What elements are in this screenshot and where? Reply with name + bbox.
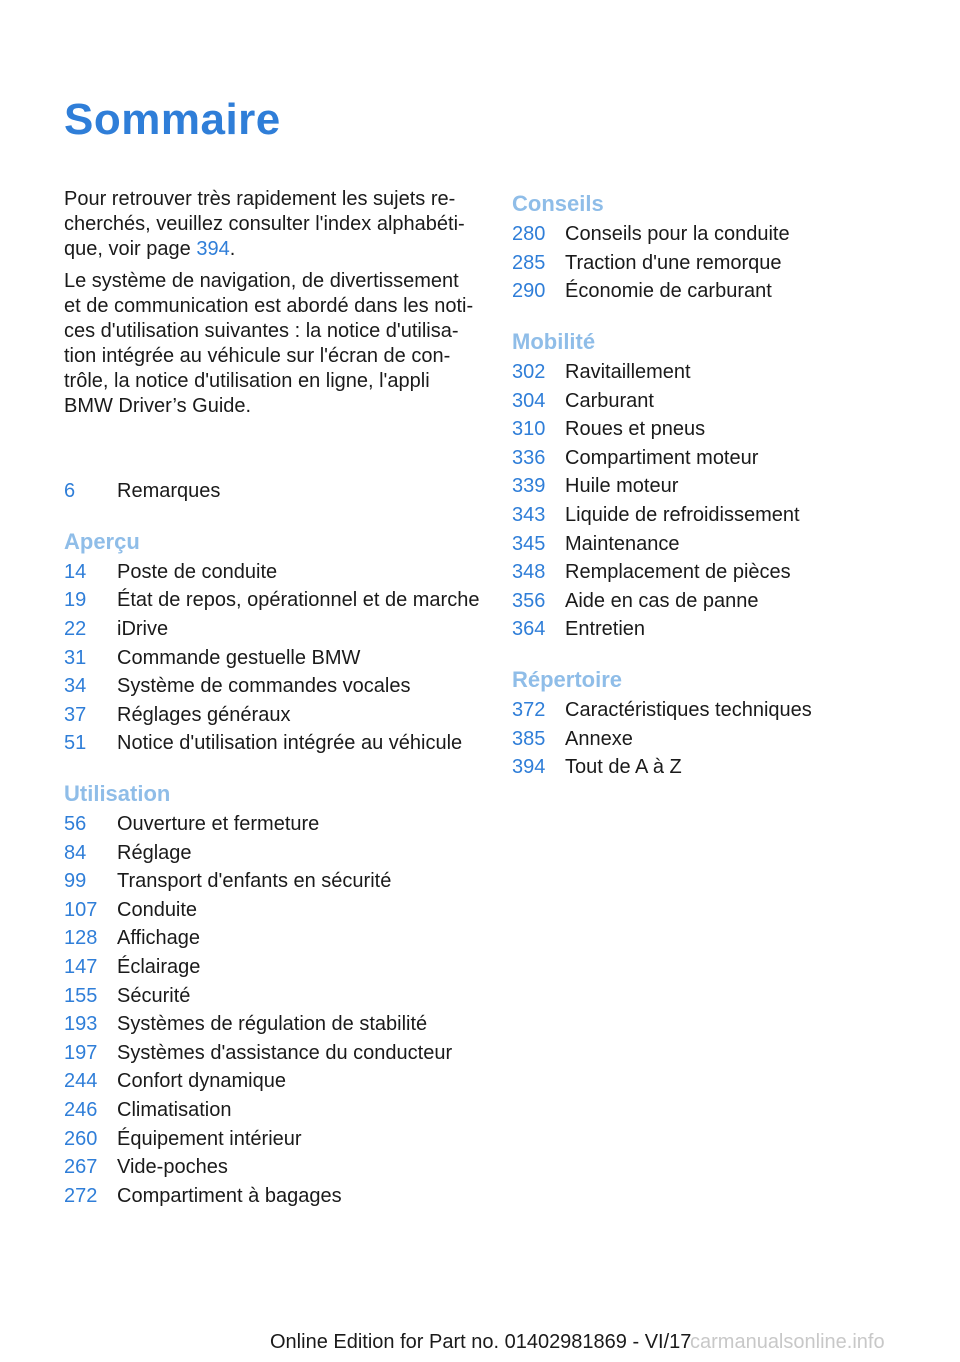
toc-entry[interactable] <box>512 587 842 616</box>
toc-page-number[interactable]: 193 <box>64 1013 98 1036</box>
intro-text-before-link: Pour retrouver très rapidement les sujets re‐ cherchés, veuillez consulter l'index alphabéti‐ que, voir page <box>64 188 465 260</box>
intro-paragraph-2: Le système de navigation, de divertissement et de communication est abordé dans les noti‐ ces d'utilisation suivantes : la notice d'utilisa‐ tion intégrée au véhicule sur l'écran de con‐ trôle, la notice d'utilisation en ligne, l'appli BMW Driver’s Guide. <box>64 270 474 417</box>
toc-entry-label: Ouverture et fermeture <box>117 813 320 836</box>
toc-page-number[interactable]: 51 <box>64 732 87 755</box>
toc-entry[interactable] <box>64 1010 484 1039</box>
toc-entry[interactable] <box>512 696 842 725</box>
toc-entry-label: Remarques <box>117 480 221 503</box>
toc-page-number[interactable]: 244 <box>64 1070 98 1093</box>
toc-entry-label: Carburant <box>565 389 654 412</box>
toc-entry[interactable] <box>64 896 484 925</box>
toc-entry[interactable] <box>64 558 484 587</box>
toc-entry[interactable] <box>512 444 842 473</box>
toc-entry-label: Climatisation <box>117 1098 232 1121</box>
toc-page-number[interactable]: 310 <box>512 418 546 441</box>
toc-page-number[interactable]: 6 <box>64 480 76 503</box>
toc-page-number[interactable]: 285 <box>512 251 546 274</box>
toc-entry[interactable] <box>64 838 484 867</box>
toc-page-number[interactable]: 34 <box>64 675 87 698</box>
toc-entry[interactable] <box>64 1096 484 1125</box>
toc-entry-label: Conduite <box>117 898 198 921</box>
toc-entry-label: Entretien <box>565 618 646 641</box>
toc-entry-label: Poste de conduite <box>117 560 278 583</box>
toc-entry[interactable] <box>64 1067 484 1096</box>
toc-left-sections <box>64 528 484 1210</box>
toc-entry-label: Systèmes de régulation de stabilité <box>117 1013 428 1036</box>
toc-entry[interactable] <box>64 810 484 839</box>
toc-entry-label: iDrive <box>117 618 169 641</box>
toc-entry-label: Éclairage <box>117 956 201 979</box>
toc-entry[interactable] <box>64 981 484 1010</box>
toc-entry-label: Vide-poches <box>117 1156 228 1179</box>
toc-entry-label: Aide en cas de panne <box>565 589 759 612</box>
toc-page-number[interactable]: 385 <box>512 727 546 750</box>
toc-entry[interactable] <box>64 477 484 506</box>
toc-entry[interactable] <box>64 924 484 953</box>
toc-entry-label: Compartiment à bagages <box>117 1184 342 1207</box>
toc-page-number[interactable]: 197 <box>64 1041 98 1064</box>
toc-entry-label: Notice d'utilisation intégrée au véhicule <box>117 732 463 755</box>
toc-page-number[interactable]: 19 <box>64 589 87 612</box>
toc-page-number[interactable]: 272 <box>64 1184 98 1207</box>
intro-text-after-link: . <box>229 238 236 260</box>
toc-entry-label: Caractéristiques techniques <box>565 699 812 722</box>
toc-entry[interactable] <box>64 867 484 896</box>
toc-entry-label: Affichage <box>117 927 201 950</box>
toc-page-number[interactable]: 345 <box>512 532 546 555</box>
toc-entry[interactable] <box>512 220 842 249</box>
toc-entry[interactable] <box>64 1124 484 1153</box>
toc-entry-label: Réglages généraux <box>117 703 291 726</box>
toc-page-number[interactable]: 364 <box>512 618 546 641</box>
toc-page-number[interactable]: 348 <box>512 561 546 584</box>
toc-entry[interactable] <box>64 1153 484 1182</box>
toc-entry-label: Équipement intérieur <box>117 1127 302 1150</box>
toc-page-number[interactable]: 128 <box>64 927 98 950</box>
toc-entry[interactable] <box>64 953 484 982</box>
toc-entry-label: Traction d'une remorque <box>565 251 782 274</box>
toc-entry-label: Transport d'enfants en sécurité <box>117 870 392 893</box>
toc-entry[interactable] <box>512 753 842 782</box>
toc-entry[interactable] <box>512 724 842 753</box>
toc-entry[interactable] <box>64 1181 484 1210</box>
toc-left-column <box>64 477 484 1210</box>
index-page-link[interactable]: 394 <box>196 238 230 260</box>
section-title: Aperçu <box>64 528 140 554</box>
toc-entry[interactable] <box>512 358 842 387</box>
toc-entry-label: Systèmes d'assistance du conducteur <box>117 1041 453 1064</box>
toc-entry[interactable] <box>64 586 484 615</box>
toc-entry[interactable] <box>512 558 842 587</box>
toc-page-number[interactable]: 343 <box>512 504 546 527</box>
toc-page-number[interactable]: 394 <box>512 756 546 779</box>
toc-page-number[interactable]: 280 <box>512 223 546 246</box>
toc-entry[interactable] <box>64 1039 484 1068</box>
toc-page-number[interactable]: 356 <box>512 589 546 612</box>
edition-note: Online Edition for Part no. 01402981869 - VI/17 <box>270 1331 692 1353</box>
toc-entry-label: Conseils pour la conduite <box>565 223 790 246</box>
toc-entry-label: Réglage <box>117 841 192 864</box>
toc-entry-label: Tout de A à Z <box>565 756 682 779</box>
toc-entry-label: Liquide de refroidissement <box>565 504 800 527</box>
toc-page-number[interactable]: 99 <box>64 870 87 893</box>
section-title: Conseils <box>512 191 604 216</box>
toc-page-number[interactable]: 14 <box>64 560 87 583</box>
toc-page-number[interactable]: 37 <box>64 703 87 726</box>
toc-entry[interactable] <box>64 672 484 701</box>
toc-page-number[interactable]: 372 <box>512 699 546 722</box>
toc-entry-label: Huile moteur <box>565 475 679 498</box>
toc-entry[interactable] <box>512 615 842 644</box>
toc-entry[interactable] <box>512 386 842 415</box>
toc-page-number[interactable]: 260 <box>64 1127 98 1150</box>
toc-entry[interactable] <box>64 701 484 730</box>
toc-page-number[interactable]: 107 <box>64 898 98 921</box>
toc-page-number[interactable]: 22 <box>64 618 87 641</box>
toc-entry-label: État de repos, opérationnel et de marche <box>117 589 480 612</box>
toc-page-number[interactable]: 84 <box>64 841 87 864</box>
toc-entry[interactable] <box>512 501 842 530</box>
toc-right-sections <box>512 190 842 782</box>
toc-entry-label: Système de commandes vocales <box>117 675 411 698</box>
toc-entry-label: Sécurité <box>117 984 191 1007</box>
toc-page-number[interactable]: 246 <box>64 1098 98 1121</box>
toc-entry[interactable] <box>64 615 484 644</box>
toc-entry-label: Ravitaillement <box>565 361 691 384</box>
toc-entry-label: Économie de carburant <box>565 280 772 303</box>
toc-entry[interactable] <box>64 643 484 672</box>
toc-entry[interactable] <box>512 249 842 278</box>
page-title: Sommaire <box>64 95 281 144</box>
toc-page-number[interactable]: 339 <box>512 475 546 498</box>
toc-entry-label: Annexe <box>565 727 633 750</box>
intro-paragraph-1 <box>64 187 479 262</box>
toc-page-number[interactable]: 336 <box>512 446 546 469</box>
toc-entry[interactable] <box>512 472 842 501</box>
toc-entry-label: Maintenance <box>565 532 680 555</box>
toc-entry[interactable] <box>64 729 484 758</box>
toc-page-number[interactable]: 302 <box>512 361 546 384</box>
toc-entry-label: Confort dynamique <box>117 1070 286 1093</box>
toc-entry-label: Compartiment moteur <box>565 446 759 469</box>
section-title: Utilisation <box>64 780 171 806</box>
intro-text <box>64 187 479 426</box>
section-title: Répertoire <box>512 666 623 692</box>
toc-entry[interactable] <box>512 277 842 306</box>
toc-page-number[interactable]: 31 <box>64 646 87 669</box>
toc-right-column <box>512 190 842 782</box>
toc-entry-label: Remplacement de pièces <box>565 561 791 584</box>
toc-page-number[interactable]: 56 <box>64 813 87 836</box>
toc-entry-label: Commande gestuelle BMW <box>117 646 361 669</box>
toc-entry-label: Roues et pneus <box>565 418 706 441</box>
toc-page-number[interactable]: 304 <box>512 389 546 412</box>
watermark: carmanualsonline.info <box>690 1331 885 1353</box>
toc-page-number[interactable]: 267 <box>64 1156 98 1179</box>
toc-entry[interactable] <box>512 415 842 444</box>
toc-entry[interactable] <box>512 529 842 558</box>
section-title: Mobilité <box>512 328 596 354</box>
toc-page-number[interactable]: 290 <box>512 280 546 303</box>
toc-page-number[interactable]: 147 <box>64 956 98 979</box>
toc-page-number[interactable]: 155 <box>64 984 98 1007</box>
